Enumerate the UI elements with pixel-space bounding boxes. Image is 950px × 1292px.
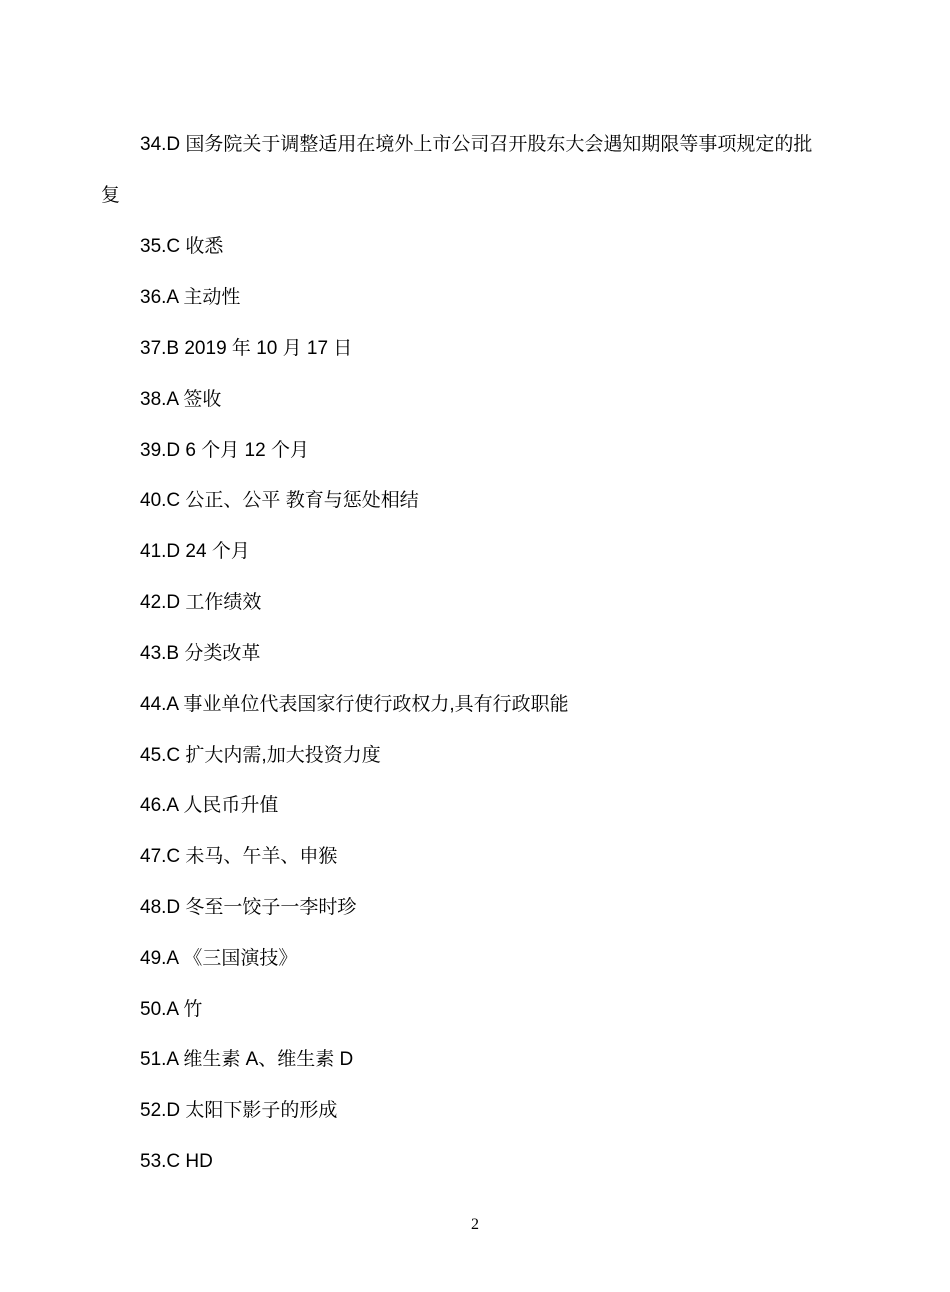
answer-line-45: 45.C 扩大内需,加大投资力度 bbox=[140, 745, 381, 766]
answer-line-48: 48.D 冬至一饺子一李时珍 bbox=[140, 897, 357, 918]
page-number: 2 bbox=[471, 1216, 479, 1233]
answer-line-43: 43.B 分类改革 bbox=[140, 643, 261, 664]
answer-line-41: 41.D 24 个月 bbox=[140, 541, 250, 562]
answer-line-46: 46.A 人民币升值 bbox=[140, 795, 279, 816]
answer-line-53: 53.C HD bbox=[140, 1151, 213, 1172]
answer-line-38: 38.A 签收 bbox=[140, 389, 222, 410]
answer-line-42: 42.D 工作绩效 bbox=[140, 592, 262, 613]
answer-line-47: 47.C 未马、午羊、申猴 bbox=[140, 846, 338, 867]
answer-line-39: 39.D 6 个月 12 个月 bbox=[140, 440, 309, 461]
answer-line-34: 34.D 国务院关于调整适用在境外上市公司召开股东大会遇知期限等事项规定的批 bbox=[140, 134, 813, 155]
answer-line-51: 51.A 维生素 A、维生素 D bbox=[140, 1049, 354, 1070]
answer-line-34-continued: 复 bbox=[101, 185, 121, 206]
answer-line-40: 40.C 公正、公平 教育与惩处相结 bbox=[140, 490, 419, 511]
answer-line-49: 49.A 《三国演技》 bbox=[140, 948, 298, 969]
answer-line-44: 44.A 事业单位代表国家行使行政权力,具有行政职能 bbox=[140, 694, 569, 715]
answer-line-36: 36.A 主动性 bbox=[140, 287, 241, 308]
answer-line-35: 35.C 收悉 bbox=[140, 236, 224, 257]
answer-line-52: 52.D 太阳下影子的形成 bbox=[140, 1100, 338, 1121]
answer-line-50: 50.A 竹 bbox=[140, 999, 203, 1020]
answer-line-37: 37.B 2019 年 10 月 17 日 bbox=[140, 338, 353, 359]
